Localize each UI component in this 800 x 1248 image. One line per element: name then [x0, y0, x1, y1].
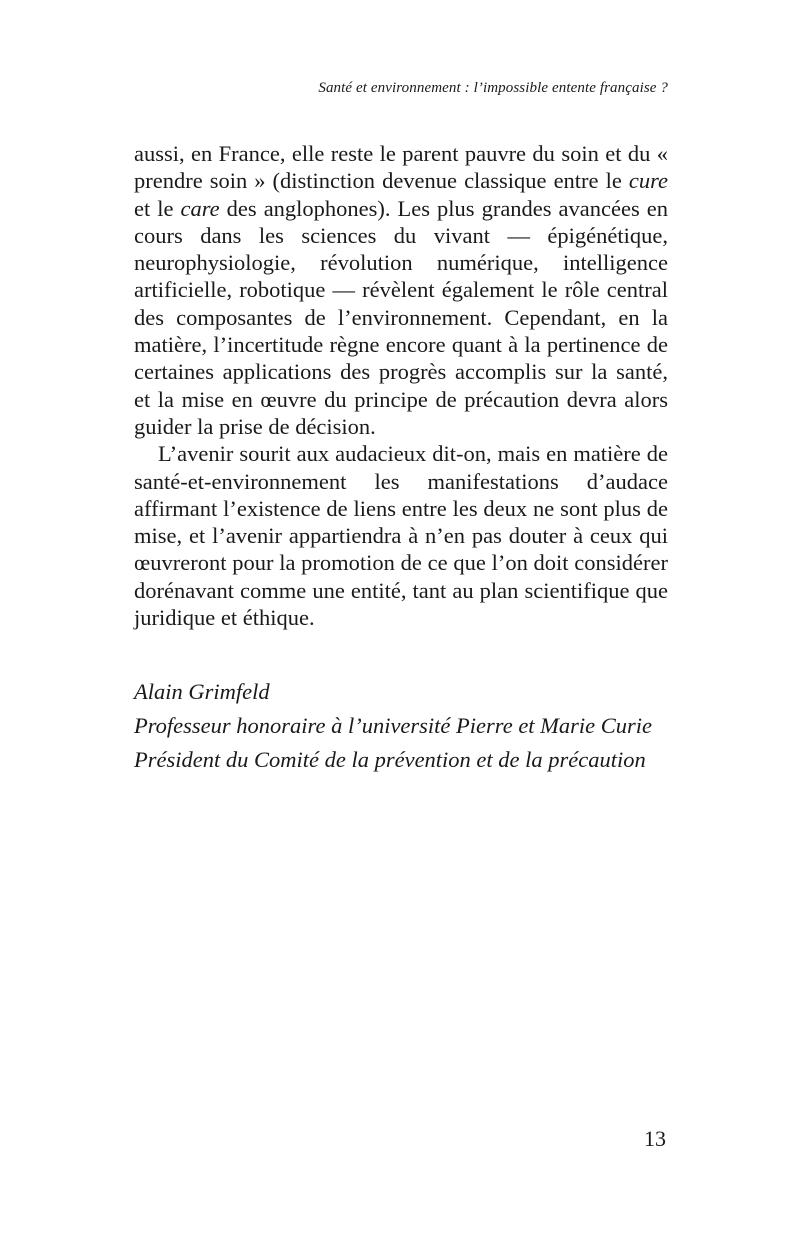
- body-text: [134, 140, 668, 631]
- paragraph-2: L’avenir sourit aux audacieux dit-on, mais en matière de santé-et-environnement les manifestations d’audace affirmant l’existence de liens entre les deux ne sont plus de mise, et l’avenir appartiendra à n’en pas douter à ceux qui œuvreront pour la promotion de ce que l’on doit considérer dorénavant comme une entité, tant au plan scientifique que juridique et éthique.: [134, 441, 668, 631]
- author-name: Alain Grimfeld: [134, 679, 270, 704]
- paragraph-1: [134, 140, 668, 440]
- author-title-2: Président du Comité de la prévention et de la précaution: [134, 747, 646, 772]
- paragraph-1-text-a: aussi, en France, elle reste le parent pauvre du soin et du « prendre soin » (distinction devenue classique entre le: [134, 141, 668, 194]
- paragraph-1-italic-care: care: [180, 195, 220, 221]
- page-number: 13: [644, 1126, 666, 1151]
- paragraph-1-text-c: des anglophones). Les plus grandes avancées en cours dans les sciences du vivant — épigénétique, neurophysiologie, révolution numérique, intelligence artificielle, robotique — révèlent également le rôle central des composantes de l’environnement. Cependant, en la matière, l’incertitude règne encore quant à la pertinence de certaines applications des progrès accomplis sur la santé, et la mise en œuvre du principe de précaution devra alors guider la prise de décision.: [134, 195, 669, 439]
- running-header: Santé et environnement : l’impossible entente française ?: [318, 80, 668, 96]
- author-title-1: Professeur honoraire à l’université Pierre et Marie Curie: [134, 713, 653, 738]
- paragraph-1-text-b: et le: [134, 195, 181, 221]
- signature-block: [134, 675, 694, 777]
- paragraph-1-italic-cure: cure: [628, 168, 668, 194]
